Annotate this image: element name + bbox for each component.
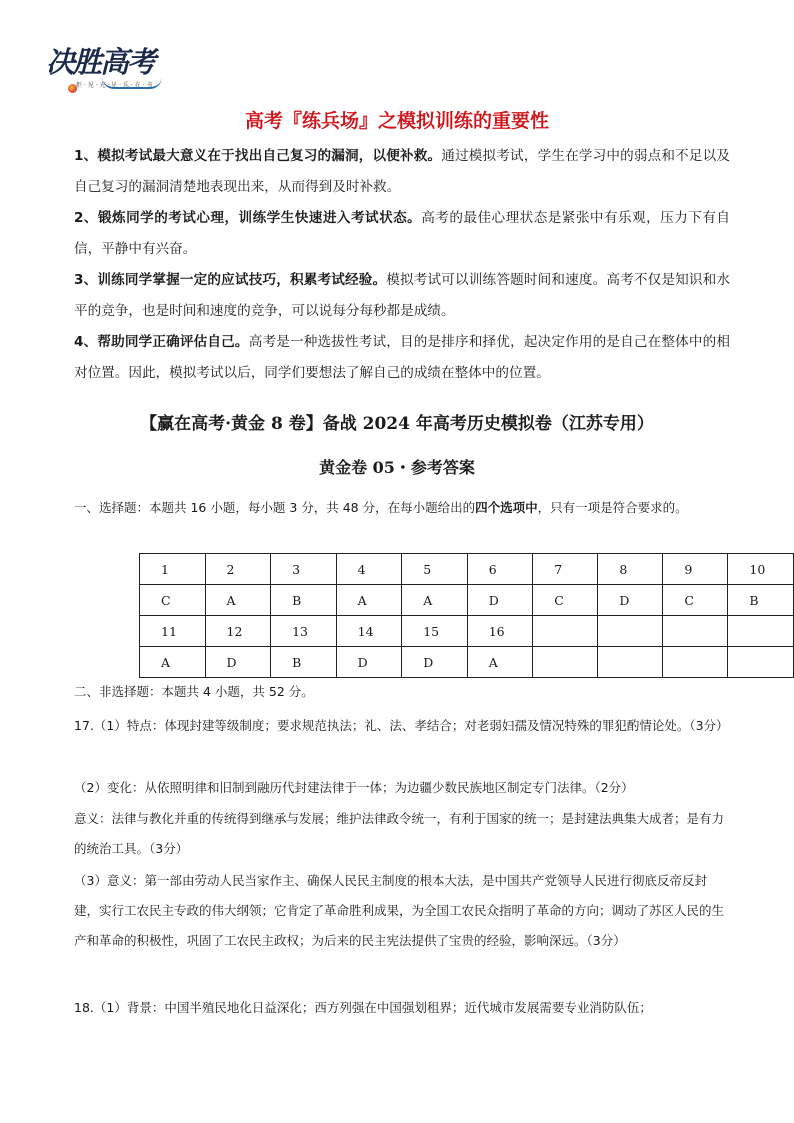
table-cell: D <box>336 647 402 678</box>
logo <box>46 40 162 102</box>
table-cell <box>663 616 728 647</box>
table-cell: 16 <box>467 616 533 647</box>
table-cell: 6 <box>467 554 533 585</box>
table-cell: 14 <box>336 616 402 647</box>
section-1-prefix: 一、选择题：本题共 16 小题，每小题 3 分，共 48 分，在每小题给出的 <box>74 500 476 515</box>
table-cell: B <box>271 647 337 678</box>
section-2-heading: 二、非选择题：本题共 4 小题，共 52 分。 <box>74 684 314 699</box>
table-cell <box>598 647 663 678</box>
section-1-suffix: ，只有一项是符合要求的。 <box>537 500 688 515</box>
answer-table <box>139 553 794 678</box>
answer-17-2: （2）变化：从依照明律和旧制到融历代封建法律于一体；为边疆少数民族地区制定专门法律。（2分） <box>74 780 634 795</box>
table-cell: 13 <box>271 616 337 647</box>
table-row <box>140 554 794 585</box>
table-cell <box>728 647 794 678</box>
table-cell: C <box>140 585 206 616</box>
point-3-text: 模拟考试可以训练答题时间和速度。高考不仅是知识和水平的竞争，也是时间和速度的竞争，可以说每分每秒都是成绩。 <box>74 272 731 319</box>
point-3 <box>74 265 730 327</box>
point-1-bold: 1、模拟考试最大意义在于找出自己复习的漏洞，以便补救。 <box>74 148 442 164</box>
answer-18-1: 18.（1）背景：中国半殖民地化日益深化；西方列强在中国强划租界；近代城市发展需要专业消防队伍； <box>74 1000 652 1015</box>
table-cell: D <box>205 647 271 678</box>
table-cell: A <box>140 647 206 678</box>
answer-17-1: 17.（1）特点：体现封建等级制度；要求规范执法；礼、法、孝结合；对老弱妇孺及情况特殊的罪犯酌情论处。（3分） <box>74 718 729 733</box>
table-cell: 9 <box>663 554 728 585</box>
point-2-text: 高考的最佳心理状态是紧张中有乐观，压力下有自信，平静中有兴奋。 <box>74 210 730 257</box>
section-1-bold: 四个选项中 <box>475 500 538 515</box>
table-cell: A <box>205 585 271 616</box>
exam-title: 【赢在高考·黄金 8 卷】备战 2024 年高考历史模拟卷（江苏专用） <box>140 414 654 434</box>
table-cell: 10 <box>728 554 794 585</box>
table-cell: D <box>598 585 663 616</box>
table-cell: 1 <box>140 554 206 585</box>
table-cell: B <box>728 585 794 616</box>
banner-title: 高考『练兵场』之模拟训练的重要性 <box>244 110 549 132</box>
point-1-text: 通过模拟考试，学生在学习中的弱点和不足以及自己复习的漏洞清楚地表现出来，从而得到及时补救。 <box>74 148 730 195</box>
table-cell: B <box>271 585 337 616</box>
table-row <box>140 585 794 616</box>
table-cell: A <box>336 585 402 616</box>
point-4-text: 高考是一种选拔性考试，目的是排序和择优，起决定作用的是自己在整体中的相对位置。因此，模拟考试以后，同学们要想法了解自己的成绩在整体中的位置。 <box>74 334 730 381</box>
table-cell: 2 <box>205 554 271 585</box>
table-row <box>140 647 794 678</box>
table-cell: A <box>402 585 468 616</box>
table-cell: C <box>533 585 598 616</box>
table-cell <box>533 647 598 678</box>
table-cell: C <box>663 585 728 616</box>
table-cell: 5 <box>402 554 468 585</box>
answer-title: 黄金卷 05・参考答案 <box>319 458 475 477</box>
logo-text: 决胜高考 <box>46 45 155 79</box>
table-cell: 12 <box>205 616 271 647</box>
answer-17-3: （3）意义：第一部由劳动人民当家作主、确保人民民主制度的根本大法，是中国共产党领导人民进行彻底反帝反封建，实行工农民主专政的伟大纲领；它肯定了革命胜利成果，为全国工农民众指明了革命的方向；调动了苏区人民的生产和革命的积极性，巩固了工农民主政权；为后来的民主宪法提供了宝贵的经验，影响深远。（3分） <box>74 873 725 948</box>
logo-subtitle: 拒 · 见 · 光 · 见 · 乐 · 在 · 书 <box>76 82 153 89</box>
table-cell: 15 <box>402 616 468 647</box>
answer-17-2-significance: 意义：法律与教化并重的传统得到继承与发展；维护法律政令统一，有利于国家的统一；是封建法典集大成者；是有力的统治工具。（3分） <box>74 811 725 856</box>
point-2-bold: 2、锻炼同学的考试心理，训练学生快速进入考试状态。 <box>74 210 422 226</box>
table-cell: 11 <box>140 616 206 647</box>
table-cell: 8 <box>598 554 663 585</box>
table-cell <box>598 616 663 647</box>
point-3-bold: 3、训练同学掌握一定的应试技巧，积累考试经验。 <box>74 272 387 288</box>
table-cell <box>728 616 794 647</box>
table-cell: D <box>467 585 533 616</box>
point-2 <box>74 203 730 265</box>
table-cell: A <box>467 647 533 678</box>
section-1-heading <box>74 493 730 523</box>
table-cell: D <box>402 647 468 678</box>
point-1 <box>74 141 730 203</box>
table-cell <box>533 616 598 647</box>
point-4-bold: 4、帮助同学正确评估自己。 <box>74 334 249 350</box>
table-cell: 3 <box>271 554 337 585</box>
point-4 <box>74 327 730 389</box>
table-cell <box>663 647 728 678</box>
table-cell: 4 <box>336 554 402 585</box>
table-row <box>140 616 794 647</box>
table-cell: 7 <box>533 554 598 585</box>
